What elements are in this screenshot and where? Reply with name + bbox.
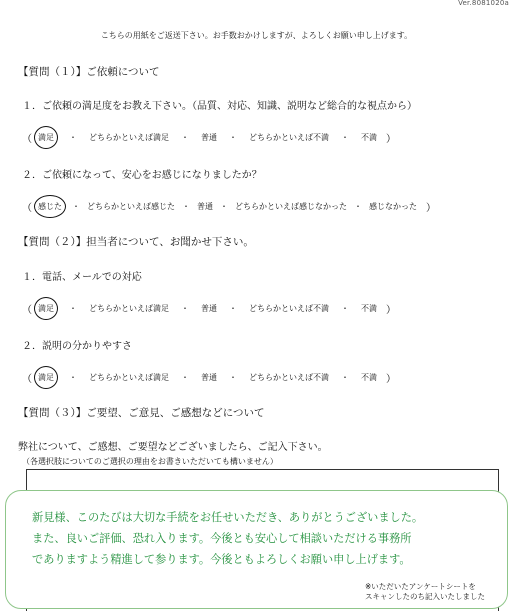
s2-q2-option-4[interactable]: どちらかといえば不満 bbox=[249, 372, 329, 382]
scan-note bbox=[365, 582, 485, 602]
response-line-3: でありますよう精進して参ります。今後ともよろしくお願い申し上げます。 bbox=[32, 553, 411, 566]
s2-q2-label: ２．説明の分かりやすさ bbox=[22, 341, 132, 352]
s1-q2-option-4[interactable]: どちらかといえば感じなかった bbox=[235, 201, 347, 211]
section3-sub: （各選択肢についてのご選択の理由をお書きいただいても構いません） bbox=[22, 457, 278, 466]
s1-q2-label: ２．ご依頼になって、安心をお感じになりましたか？ bbox=[22, 170, 262, 181]
s1-q2-option-1[interactable]: 感じた bbox=[34, 195, 66, 218]
s1-q1-option-1[interactable]: 満足 bbox=[34, 126, 58, 149]
response-line-2: また、良いご評価、恐れ入ります。今後とも安心して相談いただける事務所 bbox=[32, 532, 412, 545]
response-message-box bbox=[5, 490, 508, 609]
s2-q2-option-5[interactable]: 不満 bbox=[361, 372, 377, 382]
s1-q1-option-3[interactable]: 普通 bbox=[201, 132, 217, 142]
s1-q2-option-5[interactable]: 感じなかった bbox=[369, 201, 417, 211]
s2-q2-option-3[interactable]: 普通 bbox=[201, 372, 217, 382]
section2-title: 【質問（２）】担当者について、お聞かせ下さい。 bbox=[18, 236, 254, 248]
s1-q2-option-2[interactable]: どちらかといえば感じた bbox=[87, 201, 175, 211]
s2-q1-option-5[interactable]: 不満 bbox=[361, 303, 377, 313]
section3-title: 【質問（３）】ご要望、ご意見、ご感想などについて bbox=[18, 407, 265, 419]
s2-q1-option-1[interactable]: 満足 bbox=[34, 297, 58, 320]
s2-q2-options: （ 満足 ・ どちらかといえば満足 ・ 普通 ・ どちらかといえば不満 ・ 不満 ） bbox=[22, 367, 396, 387]
section1-title: 【質問（１）】ご依頼について bbox=[18, 66, 160, 78]
s1-q2-options: （ 感じた ・ どちらかといえば感じた ・ 普通 ・ どちらかといえば感じなかった ・ 感じなかった ） bbox=[22, 196, 436, 216]
s2-q1-option-4[interactable]: どちらかといえば不満 bbox=[249, 303, 329, 313]
s2-q2-option-1[interactable]: 満足 bbox=[34, 366, 58, 389]
s1-q1-option-5[interactable]: 不満 bbox=[361, 132, 377, 142]
scan-note-line-1: ※いただいたアンケートシートを bbox=[365, 582, 476, 591]
s1-q1-label: １．ご依頼の満足度をお教え下さい。（品質、対応、知識、説明など総合的な視点から） bbox=[22, 101, 417, 112]
version-label: Ver.8081020a bbox=[458, 0, 509, 7]
s2-q1-label: １．電話、メールでの対応 bbox=[22, 272, 142, 283]
s1-q1-options: （ 満足 ・ どちらかといえば満足 ・ 普通 ・ どちらかといえば不満 ・ 不満 ） bbox=[22, 127, 396, 147]
scan-note-line-2: スキャンしたのち記入いたしました bbox=[365, 592, 485, 601]
s2-q1-option-3[interactable]: 普通 bbox=[201, 303, 217, 313]
s1-q1-option-4[interactable]: どちらかといえば不満 bbox=[249, 132, 329, 142]
s2-q2-option-2[interactable]: どちらかといえば満足 bbox=[89, 372, 169, 382]
section3-prompt: 弊社について、ご感想、ご要望などございましたら、ご記入下さい。 bbox=[18, 442, 328, 453]
s2-q1-option-2[interactable]: どちらかといえば満足 bbox=[89, 303, 169, 313]
response-line-1: 新見様、このたびは大切な手続をお任せいただき、ありがとうございました。 bbox=[32, 511, 424, 524]
s2-q1-options: （ 満足 ・ どちらかといえば満足 ・ 普通 ・ どちらかといえば不満 ・ 不満 ） bbox=[22, 298, 396, 318]
s1-q1-option-2[interactable]: どちらかといえば満足 bbox=[89, 132, 169, 142]
intro-text: こちらの用紙をご返送下さい。お手数おかけしますが、よろしくお願い申し上げます。 bbox=[100, 31, 413, 40]
s1-q2-option-3[interactable]: 普通 bbox=[197, 201, 213, 211]
